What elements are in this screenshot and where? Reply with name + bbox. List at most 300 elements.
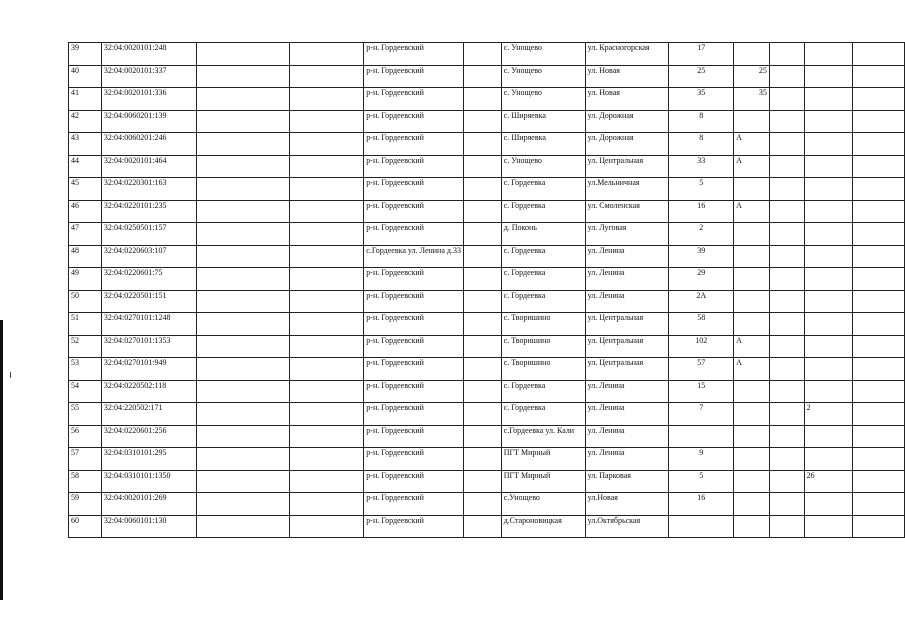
row-number-cell: 39 bbox=[69, 43, 102, 66]
row-number-cell: 40 bbox=[69, 65, 102, 88]
empty-cell bbox=[463, 290, 501, 313]
locality-cell: с. Гордеевка bbox=[501, 200, 585, 223]
empty-cell bbox=[196, 155, 289, 178]
street-cell: ул. Парковая bbox=[585, 470, 669, 493]
empty-cell bbox=[289, 493, 363, 516]
extra-cell bbox=[804, 223, 853, 246]
house-number-cell: 8 bbox=[669, 133, 734, 156]
empty-cell bbox=[853, 403, 905, 426]
cadastral-number-cell: 32:04:0020101:248 bbox=[101, 43, 196, 66]
row-number-cell: 58 bbox=[69, 470, 102, 493]
building-cell bbox=[769, 268, 804, 291]
table-row bbox=[69, 200, 905, 223]
letter-cell bbox=[734, 470, 770, 493]
empty-cell bbox=[289, 223, 363, 246]
empty-cell bbox=[853, 358, 905, 381]
row-number-cell: 59 bbox=[69, 493, 102, 516]
street-cell: ул.Октябрьская bbox=[585, 515, 669, 538]
table-row bbox=[69, 335, 905, 358]
empty-cell bbox=[196, 470, 289, 493]
empty-cell bbox=[853, 268, 905, 291]
empty-cell bbox=[196, 380, 289, 403]
empty-cell bbox=[463, 380, 501, 403]
extra-cell bbox=[804, 290, 853, 313]
extra-cell bbox=[804, 178, 853, 201]
empty-cell bbox=[463, 335, 501, 358]
locality-cell: с. Творишино bbox=[501, 335, 585, 358]
extra-cell bbox=[804, 448, 853, 471]
building-cell bbox=[769, 515, 804, 538]
letter-cell bbox=[734, 290, 770, 313]
building-cell bbox=[769, 335, 804, 358]
street-cell: ул. Ленина bbox=[585, 403, 669, 426]
empty-cell bbox=[196, 65, 289, 88]
empty-cell bbox=[853, 223, 905, 246]
street-cell: ул. Новая bbox=[585, 88, 669, 111]
extra-cell bbox=[804, 515, 853, 538]
extra-cell bbox=[804, 493, 853, 516]
extra-cell bbox=[804, 88, 853, 111]
empty-cell bbox=[289, 515, 363, 538]
cadastral-number-cell: 32:04:0020101:336 bbox=[101, 88, 196, 111]
row-number-cell: 55 bbox=[69, 403, 102, 426]
district-cell: р-н. Гордеевский bbox=[364, 493, 464, 516]
building-cell bbox=[769, 110, 804, 133]
district-cell: р-н. Гордеевский bbox=[364, 268, 464, 291]
house-number-cell: 5 bbox=[669, 470, 734, 493]
locality-cell: с. Гордеевка bbox=[501, 290, 585, 313]
empty-cell bbox=[289, 335, 363, 358]
empty-cell bbox=[289, 403, 363, 426]
row-number-cell: 53 bbox=[69, 358, 102, 381]
cadastral-number-cell: 32:04:0220601:75 bbox=[101, 268, 196, 291]
locality-cell: с. Унощево bbox=[501, 88, 585, 111]
locality-cell: с. Ширяевка bbox=[501, 133, 585, 156]
locality-cell: с. Ширяевка bbox=[501, 110, 585, 133]
row-number-cell: 60 bbox=[69, 515, 102, 538]
table-row bbox=[69, 88, 905, 111]
empty-cell bbox=[289, 133, 363, 156]
extra-cell bbox=[804, 43, 853, 66]
house-number-cell: 16 bbox=[669, 200, 734, 223]
table-row bbox=[69, 358, 905, 381]
empty-cell bbox=[289, 358, 363, 381]
empty-cell bbox=[853, 290, 905, 313]
table-row bbox=[69, 380, 905, 403]
empty-cell bbox=[853, 155, 905, 178]
letter-cell bbox=[734, 380, 770, 403]
house-number-cell: 57 bbox=[669, 358, 734, 381]
row-number-cell: 43 bbox=[69, 133, 102, 156]
scan-edge-bar bbox=[0, 320, 3, 600]
building-cell bbox=[769, 88, 804, 111]
building-cell bbox=[769, 155, 804, 178]
empty-cell bbox=[196, 110, 289, 133]
letter-cell: 35 bbox=[734, 88, 770, 111]
house-number-cell: 9 bbox=[669, 448, 734, 471]
row-number-cell: 48 bbox=[69, 245, 102, 268]
extra-cell bbox=[804, 380, 853, 403]
letter-cell bbox=[734, 43, 770, 66]
empty-cell bbox=[289, 425, 363, 448]
empty-cell bbox=[463, 110, 501, 133]
empty-cell bbox=[196, 403, 289, 426]
empty-cell bbox=[289, 470, 363, 493]
table-row bbox=[69, 313, 905, 336]
empty-cell bbox=[289, 313, 363, 336]
house-number-cell: 33 bbox=[669, 155, 734, 178]
letter-cell bbox=[734, 493, 770, 516]
empty-cell bbox=[196, 268, 289, 291]
locality-cell: с. Гордеевка bbox=[501, 403, 585, 426]
district-cell: р-н. Гордеевский bbox=[364, 448, 464, 471]
row-number-cell: 49 bbox=[69, 268, 102, 291]
cadastral-number-cell: 32:04:0220301:163 bbox=[101, 178, 196, 201]
extra-cell bbox=[804, 425, 853, 448]
district-cell: р-н. Гордеевский bbox=[364, 155, 464, 178]
cadastral-number-cell: 32:04:0020101:464 bbox=[101, 155, 196, 178]
cadastral-number-cell: 32:04:0220101:235 bbox=[101, 200, 196, 223]
street-cell: ул. Ленина bbox=[585, 290, 669, 313]
house-number-cell: 102 bbox=[669, 335, 734, 358]
cadastral-number-cell: 32:04:0020101:337 bbox=[101, 65, 196, 88]
empty-cell bbox=[196, 335, 289, 358]
empty-cell bbox=[463, 313, 501, 336]
table-row bbox=[69, 403, 905, 426]
building-cell bbox=[769, 65, 804, 88]
house-number-cell: 58 bbox=[669, 313, 734, 336]
cadastral-number-cell: 32:04:0220502:118 bbox=[101, 380, 196, 403]
row-number-cell: 46 bbox=[69, 200, 102, 223]
district-cell: р-н. Гордеевский bbox=[364, 200, 464, 223]
district-cell: р-н. Гордеевский bbox=[364, 380, 464, 403]
extra-cell bbox=[804, 65, 853, 88]
locality-cell: с. Гордеевка bbox=[501, 268, 585, 291]
street-cell: ул. Ленина bbox=[585, 448, 669, 471]
building-cell bbox=[769, 43, 804, 66]
empty-cell bbox=[289, 380, 363, 403]
street-cell: ул.Мельничная bbox=[585, 178, 669, 201]
letter-cell: А bbox=[734, 358, 770, 381]
row-number-cell: 54 bbox=[69, 380, 102, 403]
row-number-cell: 52 bbox=[69, 335, 102, 358]
empty-cell bbox=[289, 178, 363, 201]
letter-cell: А bbox=[734, 155, 770, 178]
building-cell bbox=[769, 380, 804, 403]
cadastral-number-cell: 32:04:0310101:295 bbox=[101, 448, 196, 471]
cadastral-number-cell: 32:04:0060201:139 bbox=[101, 110, 196, 133]
empty-cell bbox=[853, 425, 905, 448]
house-number-cell bbox=[669, 515, 734, 538]
empty-cell bbox=[463, 268, 501, 291]
empty-cell bbox=[196, 88, 289, 111]
extra-cell bbox=[804, 313, 853, 336]
empty-cell bbox=[463, 155, 501, 178]
locality-cell: д.Староновицкая bbox=[501, 515, 585, 538]
empty-cell bbox=[853, 313, 905, 336]
district-cell: р-н. Гордеевский bbox=[364, 65, 464, 88]
empty-cell bbox=[196, 245, 289, 268]
locality-cell: с. Гордеевка bbox=[501, 245, 585, 268]
house-number-cell: 29 bbox=[669, 268, 734, 291]
empty-cell bbox=[463, 65, 501, 88]
district-cell: р-н. Гордеевский bbox=[364, 133, 464, 156]
table-row bbox=[69, 65, 905, 88]
letter-cell bbox=[734, 178, 770, 201]
empty-cell bbox=[463, 200, 501, 223]
district-cell: с.Гордеевка ул. Ленина д.33 bbox=[364, 245, 464, 268]
row-number-cell: 47 bbox=[69, 223, 102, 246]
letter-cell bbox=[734, 268, 770, 291]
empty-cell bbox=[463, 88, 501, 111]
district-cell: р-н. Гордеевский bbox=[364, 313, 464, 336]
locality-cell: с. Унощево bbox=[501, 43, 585, 66]
extra-cell bbox=[804, 200, 853, 223]
cadastral-number-cell: 32:04:0270101:1353 bbox=[101, 335, 196, 358]
table-row bbox=[69, 448, 905, 471]
street-cell: ул. Красногорская bbox=[585, 43, 669, 66]
house-number-cell: 25 bbox=[669, 65, 734, 88]
building-cell bbox=[769, 178, 804, 201]
empty-cell bbox=[196, 200, 289, 223]
district-cell: р-н. Гордеевский bbox=[364, 178, 464, 201]
empty-cell bbox=[853, 88, 905, 111]
locality-cell: с.Гордеевка ул. Кали bbox=[501, 425, 585, 448]
street-cell: ул. Дорожная bbox=[585, 110, 669, 133]
district-cell: р-н. Гордеевский bbox=[364, 403, 464, 426]
cadastral-number-cell: 32:04:0310101:1350 bbox=[101, 470, 196, 493]
extra-cell: 26 bbox=[804, 470, 853, 493]
cadastral-number-cell: 32:04:0060201:246 bbox=[101, 133, 196, 156]
letter-cell bbox=[734, 245, 770, 268]
extra-cell bbox=[804, 358, 853, 381]
house-number-cell: 17 bbox=[669, 43, 734, 66]
locality-cell: с. Творишино bbox=[501, 313, 585, 336]
street-cell: ул. Новая bbox=[585, 65, 669, 88]
empty-cell bbox=[289, 200, 363, 223]
extra-cell: 2 bbox=[804, 403, 853, 426]
letter-cell bbox=[734, 448, 770, 471]
empty-cell bbox=[463, 448, 501, 471]
table-row bbox=[69, 515, 905, 538]
street-cell: ул. Дорожная bbox=[585, 133, 669, 156]
street-cell: ул. Ленина bbox=[585, 380, 669, 403]
locality-cell: с. Унощево bbox=[501, 155, 585, 178]
letter-cell: А bbox=[734, 335, 770, 358]
building-cell bbox=[769, 223, 804, 246]
letter-cell bbox=[734, 223, 770, 246]
extra-cell bbox=[804, 110, 853, 133]
locality-cell: с. Творишино bbox=[501, 358, 585, 381]
empty-cell bbox=[289, 43, 363, 66]
locality-cell: с.Унощево bbox=[501, 493, 585, 516]
locality-cell: с. Гордеевка bbox=[501, 380, 585, 403]
cadastral-number-cell: 32:04:0270101:949 bbox=[101, 358, 196, 381]
locality-cell: с. Унощево bbox=[501, 65, 585, 88]
table-row bbox=[69, 110, 905, 133]
empty-cell bbox=[853, 335, 905, 358]
table-row bbox=[69, 425, 905, 448]
empty-cell bbox=[289, 88, 363, 111]
empty-cell bbox=[463, 223, 501, 246]
locality-cell: ПГТ Мирный bbox=[501, 448, 585, 471]
empty-cell bbox=[463, 245, 501, 268]
building-cell bbox=[769, 358, 804, 381]
cadastral-number-cell: 32:04:220502:171 bbox=[101, 403, 196, 426]
empty-cell bbox=[289, 155, 363, 178]
district-cell: р-н. Гордеевский bbox=[364, 335, 464, 358]
district-cell: р-н. Гордеевский bbox=[364, 515, 464, 538]
letter-cell bbox=[734, 425, 770, 448]
row-number-cell: 41 bbox=[69, 88, 102, 111]
row-number-cell: 51 bbox=[69, 313, 102, 336]
empty-cell bbox=[196, 448, 289, 471]
empty-cell bbox=[463, 403, 501, 426]
street-cell: ул. Луговая bbox=[585, 223, 669, 246]
cadastral-number-cell: 32:04:0220601:256 bbox=[101, 425, 196, 448]
district-cell: р-н. Гордеевский bbox=[364, 290, 464, 313]
district-cell: р-н. Гордеевский bbox=[364, 110, 464, 133]
district-cell: р-н. Гордеевский bbox=[364, 358, 464, 381]
empty-cell bbox=[196, 290, 289, 313]
cadastral-number-cell: 32:04:0220603:107 bbox=[101, 245, 196, 268]
row-number-cell: 56 bbox=[69, 425, 102, 448]
empty-cell bbox=[196, 43, 289, 66]
building-cell bbox=[769, 448, 804, 471]
table-row bbox=[69, 290, 905, 313]
empty-cell bbox=[853, 380, 905, 403]
building-cell bbox=[769, 133, 804, 156]
house-number-cell: 7 bbox=[669, 403, 734, 426]
house-number-cell: 2 bbox=[669, 223, 734, 246]
extra-cell bbox=[804, 155, 853, 178]
locality-cell: с. Гордеевка bbox=[501, 178, 585, 201]
locality-cell: д. Поконь bbox=[501, 223, 585, 246]
district-cell: р-н. Гордеевский bbox=[364, 470, 464, 493]
street-cell: ул. Центральная bbox=[585, 358, 669, 381]
building-cell bbox=[769, 403, 804, 426]
table-row bbox=[69, 493, 905, 516]
house-number-cell: 15 bbox=[669, 380, 734, 403]
empty-cell bbox=[853, 245, 905, 268]
building-cell bbox=[769, 425, 804, 448]
building-cell bbox=[769, 470, 804, 493]
house-number-cell: 2А bbox=[669, 290, 734, 313]
house-number-cell bbox=[669, 425, 734, 448]
letter-cell bbox=[734, 313, 770, 336]
extra-cell bbox=[804, 245, 853, 268]
row-number-cell: 42 bbox=[69, 110, 102, 133]
letter-cell: 25 bbox=[734, 65, 770, 88]
house-number-cell: 16 bbox=[669, 493, 734, 516]
street-cell: ул. Центральная bbox=[585, 155, 669, 178]
empty-cell bbox=[853, 110, 905, 133]
empty-cell bbox=[853, 133, 905, 156]
letter-cell bbox=[734, 110, 770, 133]
house-number-cell: 8 bbox=[669, 110, 734, 133]
district-cell: р-н. Гордеевский bbox=[364, 425, 464, 448]
empty-cell bbox=[196, 133, 289, 156]
extra-cell bbox=[804, 133, 853, 156]
extra-cell bbox=[804, 268, 853, 291]
empty-cell bbox=[853, 43, 905, 66]
extra-cell bbox=[804, 335, 853, 358]
street-cell: ул. Ленина bbox=[585, 425, 669, 448]
empty-cell bbox=[463, 515, 501, 538]
street-cell: ул. Центральная bbox=[585, 335, 669, 358]
letter-cell bbox=[734, 515, 770, 538]
cadastral-number-cell: 32:04:0020101:269 bbox=[101, 493, 196, 516]
empty-cell bbox=[463, 133, 501, 156]
district-cell: р-н. Гордеевский bbox=[364, 88, 464, 111]
cadastral-number-cell: 32:04:0250501:157 bbox=[101, 223, 196, 246]
cadastral-number-cell: 32:04:0220501:151 bbox=[101, 290, 196, 313]
locality-cell: ПГТ Мирный bbox=[501, 470, 585, 493]
empty-cell bbox=[853, 448, 905, 471]
empty-cell bbox=[853, 515, 905, 538]
table-row bbox=[69, 268, 905, 291]
empty-cell bbox=[853, 200, 905, 223]
empty-cell bbox=[196, 515, 289, 538]
row-number-cell: 50 bbox=[69, 290, 102, 313]
empty-cell bbox=[463, 178, 501, 201]
scan-edge-tick bbox=[10, 372, 11, 378]
empty-cell bbox=[853, 178, 905, 201]
empty-cell bbox=[463, 493, 501, 516]
building-cell bbox=[769, 245, 804, 268]
street-cell: ул.Новая bbox=[585, 493, 669, 516]
table-row bbox=[69, 155, 905, 178]
street-cell: ул. Ленина bbox=[585, 268, 669, 291]
row-number-cell: 45 bbox=[69, 178, 102, 201]
empty-cell bbox=[289, 245, 363, 268]
empty-cell bbox=[853, 470, 905, 493]
empty-cell bbox=[196, 358, 289, 381]
empty-cell bbox=[289, 448, 363, 471]
empty-cell bbox=[196, 223, 289, 246]
house-number-cell: 39 bbox=[669, 245, 734, 268]
building-cell bbox=[769, 290, 804, 313]
empty-cell bbox=[289, 65, 363, 88]
letter-cell: А bbox=[734, 200, 770, 223]
house-number-cell: 35 bbox=[669, 88, 734, 111]
letter-cell: А bbox=[734, 133, 770, 156]
cadastral-number-cell: 32:04:0270101:1248 bbox=[101, 313, 196, 336]
table-row bbox=[69, 133, 905, 156]
address-register-table bbox=[68, 42, 905, 538]
empty-cell bbox=[289, 290, 363, 313]
street-cell: ул. Смоленская bbox=[585, 200, 669, 223]
table-row bbox=[69, 245, 905, 268]
street-cell: ул. Ленина bbox=[585, 245, 669, 268]
street-cell: ул. Центральная bbox=[585, 313, 669, 336]
building-cell bbox=[769, 313, 804, 336]
empty-cell bbox=[196, 313, 289, 336]
empty-cell bbox=[196, 425, 289, 448]
table-row bbox=[69, 223, 905, 246]
empty-cell bbox=[463, 470, 501, 493]
empty-cell bbox=[196, 178, 289, 201]
letter-cell bbox=[734, 403, 770, 426]
empty-cell bbox=[289, 268, 363, 291]
cadastral-number-cell: 32:04:0060101:130 bbox=[101, 515, 196, 538]
empty-cell bbox=[463, 425, 501, 448]
empty-cell bbox=[463, 43, 501, 66]
table-row bbox=[69, 178, 905, 201]
table-row bbox=[69, 470, 905, 493]
empty-cell bbox=[196, 493, 289, 516]
empty-cell bbox=[463, 358, 501, 381]
